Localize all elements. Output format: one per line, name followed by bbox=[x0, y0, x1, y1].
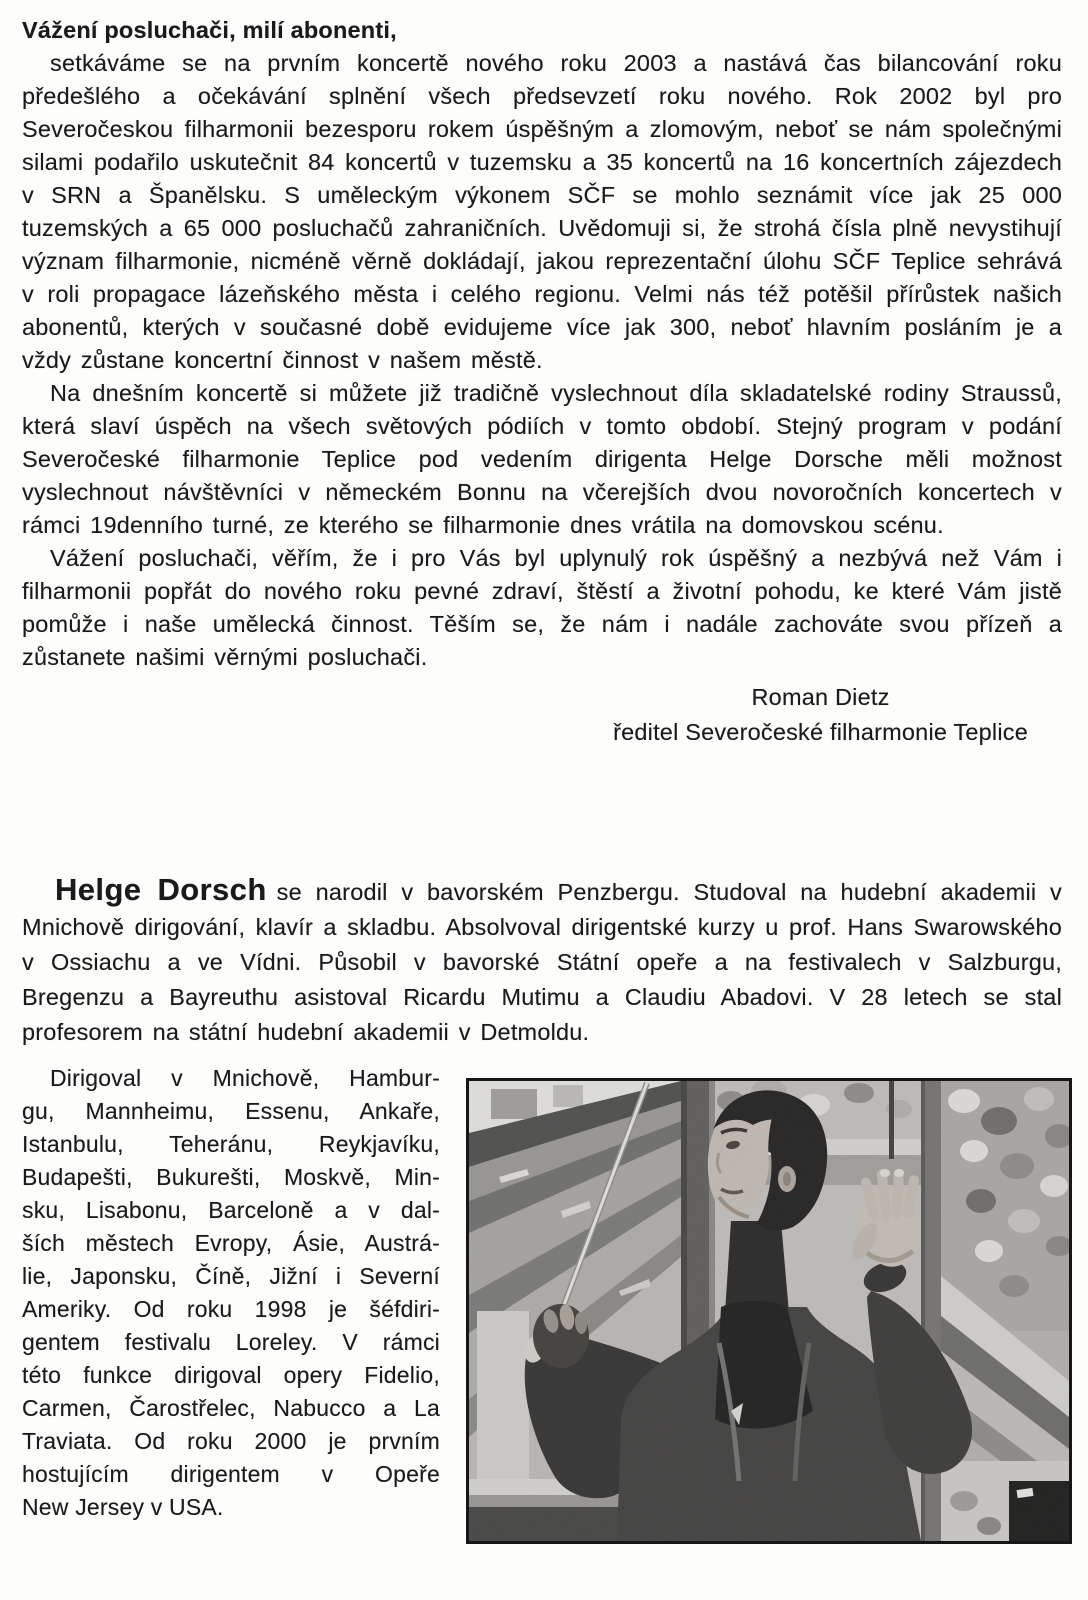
letter-paragraph-3: Vážení posluchači, věřím, že i pro Vás byl uplynulý rok úspěšný a nezbývá než Vám i filharmonii popřát do nového roku pevné zdraví, štěstí a životní pohodu, ke které Vám jistě pomůže i naše umělecká činnost. Těším se, že nám i nadále zachováte svou přízeň a zůstanete našimi věrnými posluchači. bbox=[22, 545, 1062, 670]
bio-column-line: této funkce dirigoval opery Fidelio, bbox=[22, 1362, 440, 1388]
biography-text-column bbox=[22, 1062, 440, 1524]
bio-column-line: gu, Mannheimu, Essenu, Ankaře, bbox=[22, 1098, 440, 1124]
bio-column-line: Traviata. Od roku 2000 je prvním bbox=[22, 1428, 440, 1454]
conductor-photo-illustration bbox=[469, 1081, 1069, 1541]
letter-paragraph-2: Na dnešním koncertě si můžete již tradičně vyslechnout díla skladatelské rodiny Straussů, která slaví úspěch na všech světových pódiích v tomto období. Stejný program v podání Severočeské filharmonie Teplice pod vedením dirigenta Helge Dorsche měli možnost vyslechnout návštěvníci v německém Bonnu na včerejších dvou novoročních koncertech v rámci 19denního turné, ze kterého se filharmonie dnes vrátila na domovskou scénu. bbox=[22, 380, 1062, 538]
bio-column-line: New Jersey v USA. bbox=[22, 1494, 224, 1520]
biography-intro bbox=[22, 872, 1062, 1050]
bio-column-line: Budapešti, Bukurešti, Moskvě, Min- bbox=[22, 1164, 440, 1190]
biography-section bbox=[22, 872, 1062, 1544]
bio-column-line: Istanbulu, Teheránu, Reykjavíku, bbox=[22, 1131, 440, 1157]
letter-salutation: Vážení posluchači, milí abonenti, bbox=[22, 17, 397, 43]
biography-bottom-row bbox=[22, 1062, 1062, 1544]
bio-column-line: Carmen, Čarostřelec, Nabucco a La bbox=[22, 1395, 440, 1421]
bio-column-line: sku, Lisabonu, Barceloně a v dal- bbox=[22, 1197, 440, 1223]
letter-paragraph-1: setkáváme se na prvním koncertě nového roku 2003 a nastává čas bilancování roku předešlého a očekávání splnění všech předsevzetí roku nového. Rok 2002 byl pro Severočeskou filharmonii bezesporu rokem úspěšným a zlomovým, neboť se nám společnými silami podařilo uskutečnit 84 koncertů v tuzemsku a 35 koncertů na 16 koncertních zájezdech v SRN a Španělsku. S uměleckým výkonem SČF se mohlo seznámit více jak 25 000 tuzemských a 65 000 posluchačů zahraničních. Uvědomuji si, že strohá čísla plně nevystihují význam filharmonie, nicméně věrně dokládají, jakou reprezentační úlohu SČF Teplice sehrává v roli propagace lázeňského města i celého regionu. Velmi nás též potěšil přírůstek našich abonentů, kterých v současné době evidujeme více jak 300, neboť hlavním posláním je a vždy zůstane koncertní činnost v našem městě. bbox=[22, 50, 1062, 373]
bio-column-line: ších městech Evropy, Ásie, Austrá- bbox=[22, 1230, 440, 1256]
bio-column-line: lie, Japonsku, Číně, Jižní i Severní bbox=[22, 1263, 440, 1289]
biography-intro-text: se narodil v bavorském Penzbergu. Studoval na hudební akademii v Mnichově dirigování, klavír a skladbu. Absolvoval dirigentské kurzy u prof. Hans Swarowského v Ossiachu a ve Vídni. Působil v bavorské Státní opeře a na festivalech v Salzburgu, Bregenzu a Bayreuthu asistoval Ricardu Mutimu a Claudiu Abadovi. V 28 letech se stal profesorem na státní hudební akademii v Detmoldu. bbox=[22, 879, 1063, 1045]
bio-column-line: gentem festivalu Loreley. V rámci bbox=[22, 1329, 440, 1355]
bio-column-line: Ameriky. Od roku 1998 je šéfdiri- bbox=[22, 1296, 440, 1322]
letter-section bbox=[22, 14, 1062, 750]
conductor-photo bbox=[466, 1078, 1072, 1544]
bio-column-line: hostujícím dirigentem v Opeře bbox=[22, 1461, 440, 1487]
signature-title: ředitel Severočeské filharmonie Teplice bbox=[613, 719, 1028, 745]
person-name: Helge Dorsch bbox=[55, 872, 267, 907]
signature-name: Roman Dietz bbox=[751, 684, 890, 710]
bio-column-line: Dirigoval v Mnichově, Hambur- bbox=[50, 1065, 440, 1091]
signature-block bbox=[613, 680, 1028, 750]
